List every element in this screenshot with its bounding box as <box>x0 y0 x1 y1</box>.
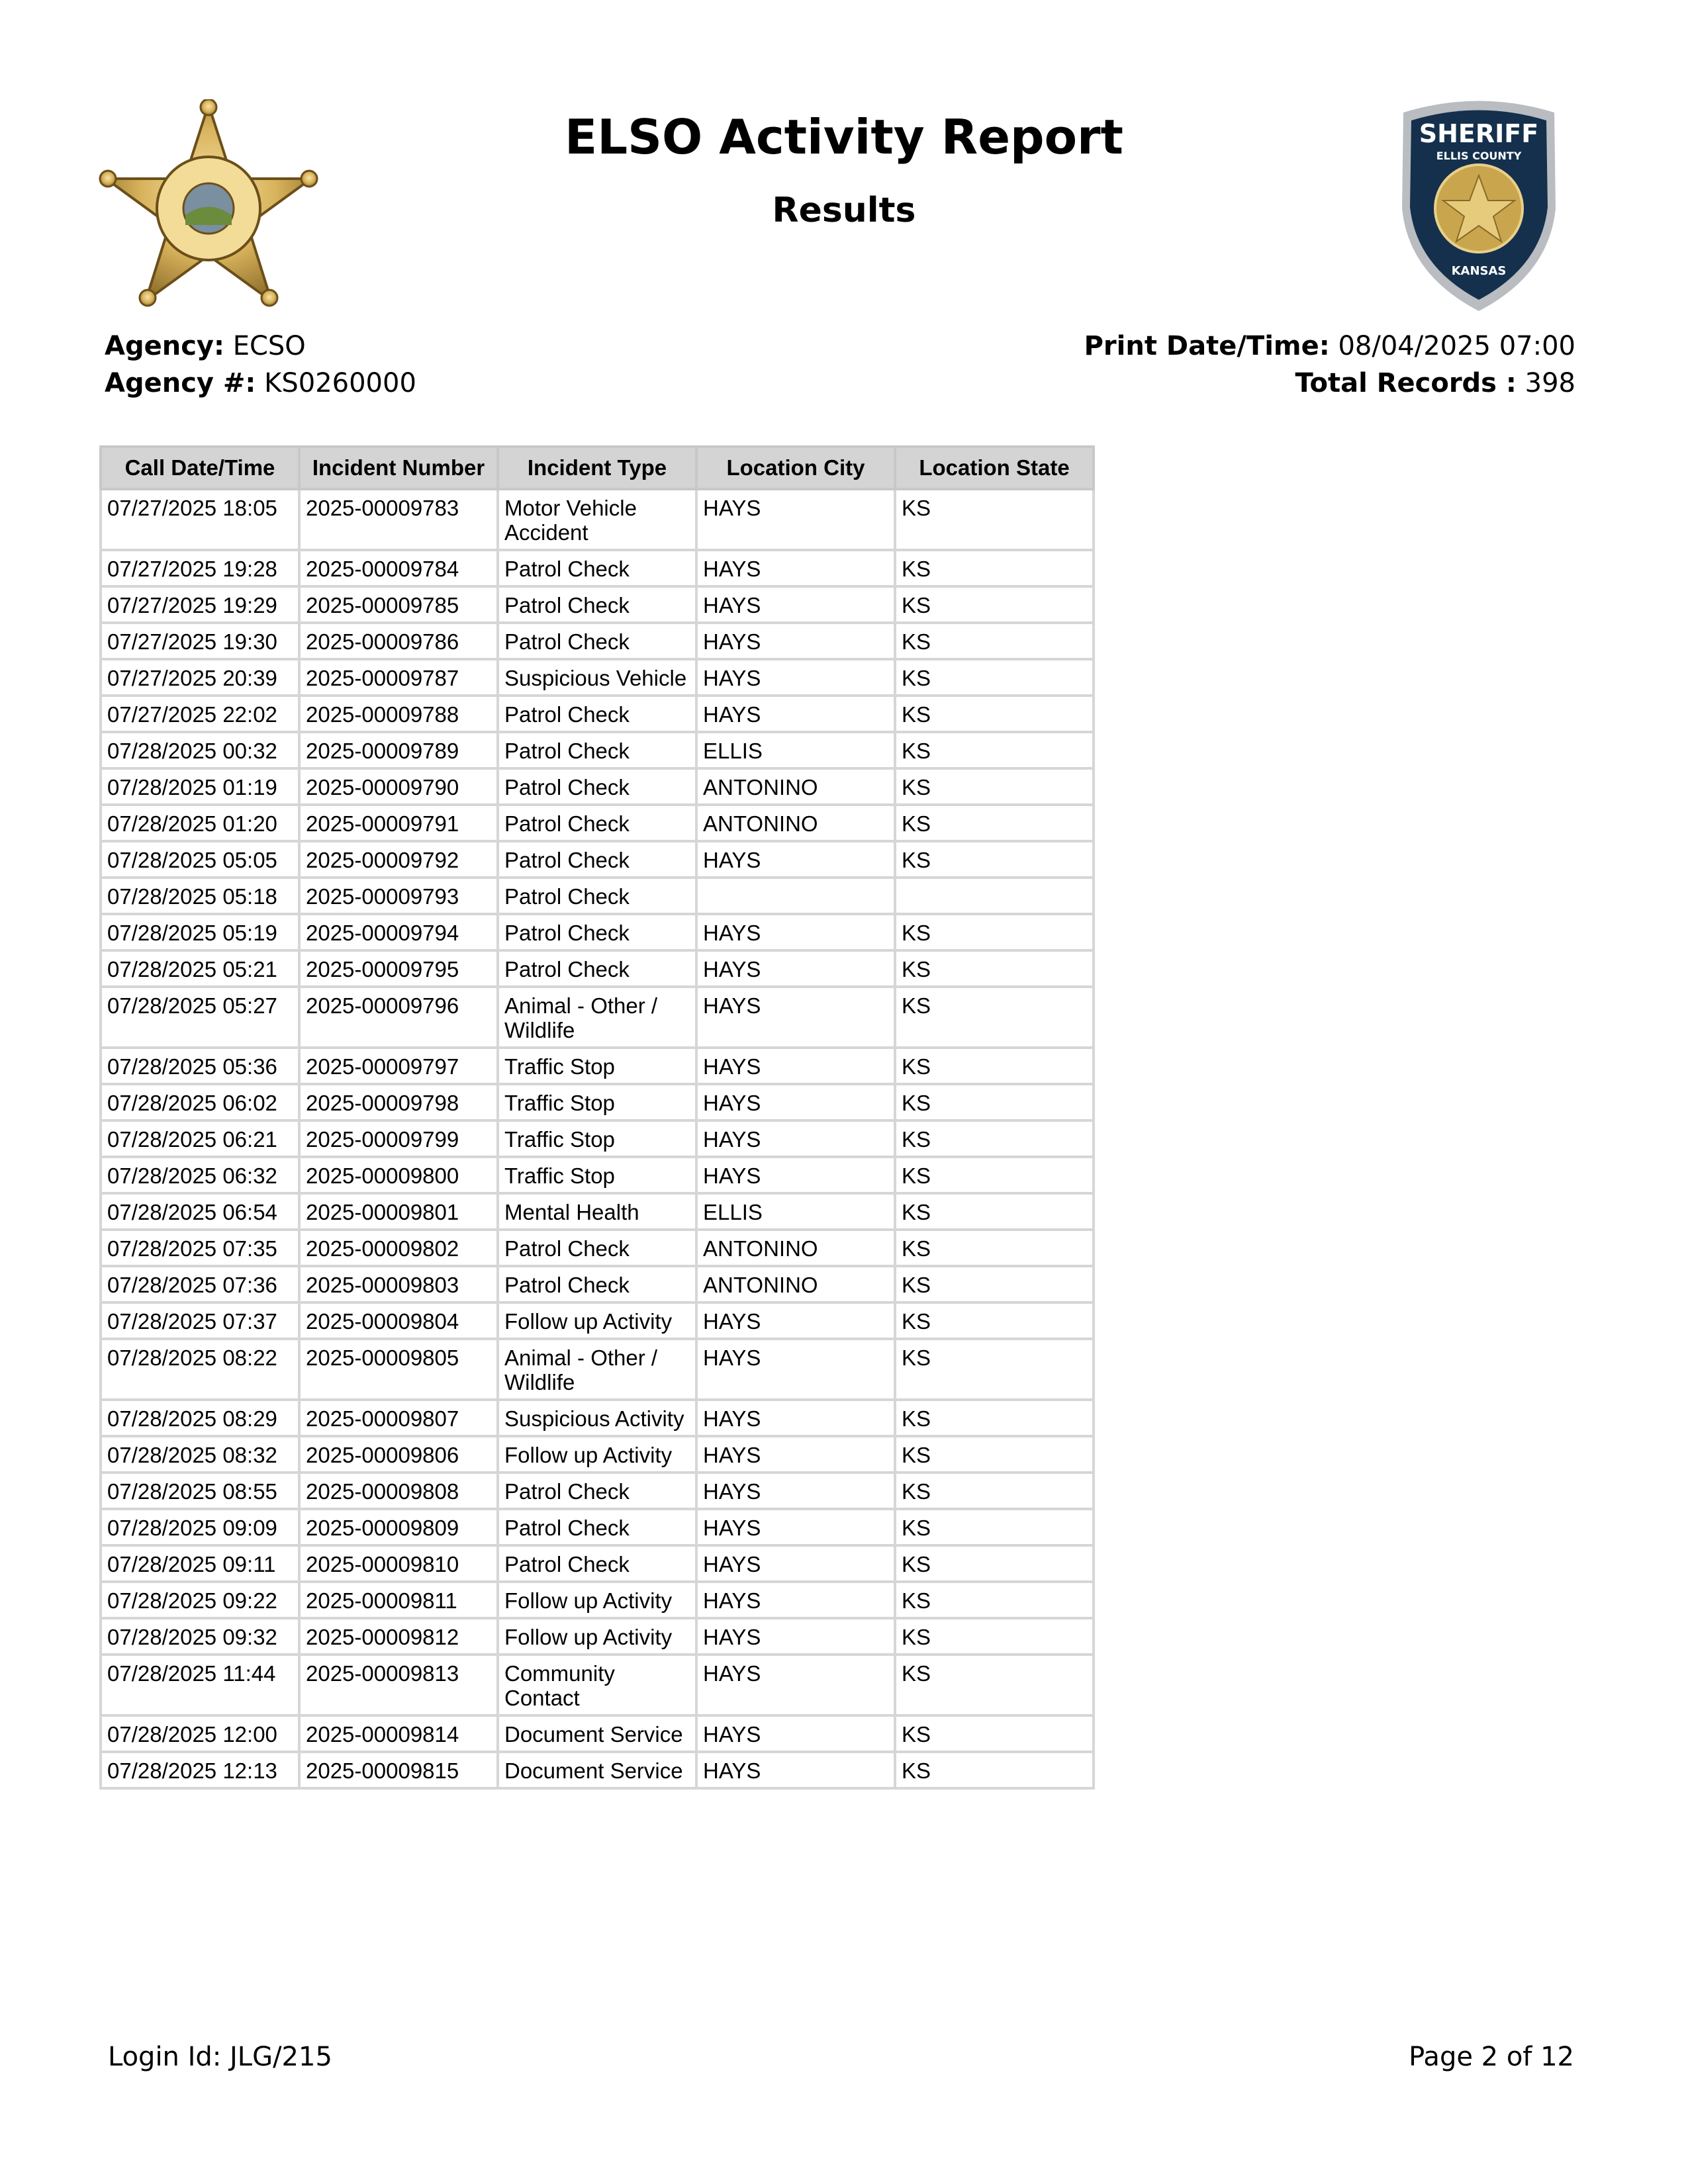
incident-number-cell: 2025-00009786 <box>299 623 498 659</box>
incident-type-cell: Community Contact <box>498 1655 696 1715</box>
column-header: Location State <box>895 447 1094 489</box>
column-header: Location City <box>696 447 895 489</box>
call-datetime-cell: 07/28/2025 00:32 <box>101 732 299 768</box>
location-state-cell: KS <box>895 1157 1094 1193</box>
call-datetime-cell: 07/27/2025 19:28 <box>101 550 299 586</box>
print-datetime-label: Print Date/Time: <box>1084 331 1330 361</box>
incident-type-cell: Traffic Stop <box>498 1048 696 1084</box>
table-row <box>101 987 1094 1048</box>
location-city-cell: HAYS <box>696 1752 895 1788</box>
table-row <box>101 1582 1094 1618</box>
report-subtitle: Results <box>772 191 916 230</box>
incident-type-cell: Patrol Check <box>498 950 696 987</box>
agency-number-label: Agency #: <box>105 368 256 398</box>
location-state-cell: KS <box>895 1436 1094 1473</box>
location-city-cell: HAYS <box>696 1120 895 1157</box>
incident-number-cell: 2025-00009799 <box>299 1120 498 1157</box>
location-city-cell: HAYS <box>696 1302 895 1339</box>
table-row <box>101 1473 1094 1509</box>
table-row <box>101 950 1094 987</box>
incident-type-cell: Suspicious Vehicle <box>498 659 696 696</box>
incident-type-cell: Animal - Other / Wildlife <box>498 1339 696 1400</box>
incident-type-cell: Patrol Check <box>498 878 696 914</box>
call-datetime-cell: 07/27/2025 19:29 <box>101 586 299 623</box>
incident-number-cell: 2025-00009792 <box>299 841 498 878</box>
table-row <box>101 1509 1094 1545</box>
location-city-cell: ELLIS <box>696 732 895 768</box>
call-datetime-cell: 07/28/2025 09:11 <box>101 1545 299 1582</box>
location-city-cell <box>696 878 895 914</box>
incident-number-cell: 2025-00009787 <box>299 659 498 696</box>
table-row <box>101 914 1094 950</box>
call-datetime-cell: 07/28/2025 12:13 <box>101 1752 299 1788</box>
table-row <box>101 1436 1094 1473</box>
incident-number-cell: 2025-00009812 <box>299 1618 498 1655</box>
table-row <box>101 1339 1094 1400</box>
total-records-line <box>1295 368 1576 398</box>
location-state-cell: KS <box>895 1302 1094 1339</box>
svg-text:SHERIFF: SHERIFF <box>1419 119 1539 148</box>
agency-value: ECSO <box>232 331 306 361</box>
incident-type-cell: Suspicious Activity <box>498 1400 696 1436</box>
call-datetime-cell: 07/28/2025 09:32 <box>101 1618 299 1655</box>
activity-table <box>99 445 1095 1790</box>
table-row <box>101 696 1094 732</box>
incident-type-cell: Document Service <box>498 1752 696 1788</box>
location-state-cell: KS <box>895 732 1094 768</box>
location-state-cell: KS <box>895 1339 1094 1400</box>
location-state-cell: KS <box>895 1230 1094 1266</box>
location-state-cell: KS <box>895 586 1094 623</box>
column-header: Call Date/Time <box>101 447 299 489</box>
agency-number-value: KS0260000 <box>264 368 416 398</box>
incident-number-cell: 2025-00009807 <box>299 1400 498 1436</box>
table-row <box>101 586 1094 623</box>
incident-number-cell: 2025-00009805 <box>299 1339 498 1400</box>
call-datetime-cell: 07/28/2025 05:05 <box>101 841 299 878</box>
location-state-cell: KS <box>895 950 1094 987</box>
call-datetime-cell: 07/27/2025 20:39 <box>101 659 299 696</box>
print-datetime-line <box>1084 331 1575 361</box>
incident-number-cell: 2025-00009814 <box>299 1715 498 1752</box>
location-state-cell: KS <box>895 1048 1094 1084</box>
location-city-cell: HAYS <box>696 550 895 586</box>
table-row <box>101 878 1094 914</box>
incident-type-cell: Patrol Check <box>498 1473 696 1509</box>
incident-number-cell: 2025-00009815 <box>299 1752 498 1788</box>
incident-type-cell: Patrol Check <box>498 1230 696 1266</box>
location-state-cell: KS <box>895 1473 1094 1509</box>
location-city-cell: HAYS <box>696 586 895 623</box>
incident-number-cell: 2025-00009790 <box>299 768 498 805</box>
location-city-cell: HAYS <box>696 1715 895 1752</box>
call-datetime-cell: 07/27/2025 18:05 <box>101 489 299 550</box>
incident-number-cell: 2025-00009791 <box>299 805 498 841</box>
table-row <box>101 550 1094 586</box>
incident-type-cell: Traffic Stop <box>498 1084 696 1120</box>
incident-number-cell: 2025-00009789 <box>299 732 498 768</box>
location-state-cell: KS <box>895 1266 1094 1302</box>
table-row <box>101 1618 1094 1655</box>
location-state-cell: KS <box>895 805 1094 841</box>
incident-type-cell: Patrol Check <box>498 623 696 659</box>
total-records-label: Total Records : <box>1295 368 1517 398</box>
location-state-cell: KS <box>895 841 1094 878</box>
incident-number-cell: 2025-00009784 <box>299 550 498 586</box>
location-city-cell: HAYS <box>696 1545 895 1582</box>
incident-type-cell: Follow up Activity <box>498 1302 696 1339</box>
location-city-cell: HAYS <box>696 1157 895 1193</box>
table-row <box>101 768 1094 805</box>
call-datetime-cell: 07/28/2025 05:21 <box>101 950 299 987</box>
incident-number-cell: 2025-00009806 <box>299 1436 498 1473</box>
call-datetime-cell: 07/27/2025 22:02 <box>101 696 299 732</box>
location-city-cell: HAYS <box>696 1618 895 1655</box>
call-datetime-cell: 07/28/2025 09:09 <box>101 1509 299 1545</box>
location-city-cell: HAYS <box>696 1582 895 1618</box>
call-datetime-cell: 07/28/2025 07:35 <box>101 1230 299 1266</box>
table-row <box>101 1193 1094 1230</box>
incident-type-cell: Patrol Check <box>498 1545 696 1582</box>
table-row <box>101 805 1094 841</box>
table-row <box>101 1302 1094 1339</box>
call-datetime-cell: 07/28/2025 08:55 <box>101 1473 299 1509</box>
incident-number-cell: 2025-00009785 <box>299 586 498 623</box>
table-row <box>101 489 1094 550</box>
location-state-cell: KS <box>895 1120 1094 1157</box>
location-city-cell: HAYS <box>696 1084 895 1120</box>
call-datetime-cell: 07/28/2025 06:54 <box>101 1193 299 1230</box>
incident-number-cell: 2025-00009783 <box>299 489 498 550</box>
incident-type-cell: Patrol Check <box>498 1509 696 1545</box>
location-city-cell: ANTONINO <box>696 805 895 841</box>
incident-number-cell: 2025-00009795 <box>299 950 498 987</box>
incident-number-cell: 2025-00009802 <box>299 1230 498 1266</box>
incident-number-cell: 2025-00009798 <box>299 1084 498 1120</box>
incident-type-cell: Patrol Check <box>498 732 696 768</box>
table-row <box>101 1545 1094 1582</box>
location-city-cell: HAYS <box>696 1655 895 1715</box>
table-row <box>101 1230 1094 1266</box>
incident-type-cell: Traffic Stop <box>498 1157 696 1193</box>
incident-number-cell: 2025-00009803 <box>299 1266 498 1302</box>
incident-number-cell: 2025-00009800 <box>299 1157 498 1193</box>
location-city-cell: ANTONINO <box>696 1266 895 1302</box>
call-datetime-cell: 07/28/2025 05:27 <box>101 987 299 1048</box>
incident-type-cell: Patrol Check <box>498 696 696 732</box>
location-city-cell: HAYS <box>696 1509 895 1545</box>
location-state-cell: KS <box>895 1618 1094 1655</box>
call-datetime-cell: 07/28/2025 06:21 <box>101 1120 299 1157</box>
table-row <box>101 623 1094 659</box>
table-row <box>101 841 1094 878</box>
incident-number-cell: 2025-00009804 <box>299 1302 498 1339</box>
location-city-cell: HAYS <box>696 1400 895 1436</box>
location-city-cell: ANTONINO <box>696 768 895 805</box>
incident-type-cell: Patrol Check <box>498 805 696 841</box>
call-datetime-cell: 07/28/2025 09:22 <box>101 1582 299 1618</box>
incident-type-cell: Animal - Other / Wildlife <box>498 987 696 1048</box>
location-city-cell: HAYS <box>696 1048 895 1084</box>
call-datetime-cell: 07/28/2025 07:36 <box>101 1266 299 1302</box>
location-state-cell: KS <box>895 1752 1094 1788</box>
print-datetime-value: 08/04/2025 07:00 <box>1338 331 1575 361</box>
location-city-cell: HAYS <box>696 489 895 550</box>
incident-number-cell: 2025-00009797 <box>299 1048 498 1084</box>
call-datetime-cell: 07/28/2025 08:22 <box>101 1339 299 1400</box>
location-city-cell: HAYS <box>696 696 895 732</box>
location-city-cell: HAYS <box>696 914 895 950</box>
table-row <box>101 732 1094 768</box>
location-city-cell: HAYS <box>696 950 895 987</box>
incident-type-cell: Mental Health <box>498 1193 696 1230</box>
location-state-cell: KS <box>895 1582 1094 1618</box>
location-state-cell: KS <box>895 1084 1094 1120</box>
call-datetime-cell: 07/28/2025 08:29 <box>101 1400 299 1436</box>
column-header: Incident Type <box>498 447 696 489</box>
call-datetime-cell: 07/28/2025 07:37 <box>101 1302 299 1339</box>
location-state-cell: KS <box>895 1509 1094 1545</box>
table-header-row <box>101 447 1094 489</box>
table-row <box>101 1048 1094 1084</box>
incident-number-cell: 2025-00009811 <box>299 1582 498 1618</box>
incident-type-cell: Patrol Check <box>498 586 696 623</box>
incident-number-cell: 2025-00009809 <box>299 1509 498 1545</box>
location-city-cell: ANTONINO <box>696 1230 895 1266</box>
location-state-cell: KS <box>895 1655 1094 1715</box>
login-id: Login Id: JLG/215 <box>108 2042 332 2072</box>
incident-type-cell: Patrol Check <box>498 841 696 878</box>
table-row <box>101 1266 1094 1302</box>
incident-number-cell: 2025-00009808 <box>299 1473 498 1509</box>
incident-type-cell: Patrol Check <box>498 1266 696 1302</box>
incident-type-cell: Patrol Check <box>498 550 696 586</box>
page-number: Page 2 of 12 <box>1409 2042 1574 2072</box>
location-state-cell: KS <box>895 768 1094 805</box>
call-datetime-cell: 07/28/2025 05:36 <box>101 1048 299 1084</box>
location-state-cell <box>895 878 1094 914</box>
call-datetime-cell: 07/28/2025 12:00 <box>101 1715 299 1752</box>
call-datetime-cell: 07/28/2025 11:44 <box>101 1655 299 1715</box>
table-row <box>101 1120 1094 1157</box>
location-state-cell: KS <box>895 659 1094 696</box>
call-datetime-cell: 07/28/2025 05:19 <box>101 914 299 950</box>
call-datetime-cell: 07/28/2025 01:20 <box>101 805 299 841</box>
location-state-cell: KS <box>895 914 1094 950</box>
incident-number-cell: 2025-00009788 <box>299 696 498 732</box>
incident-type-cell: Follow up Activity <box>498 1582 696 1618</box>
incident-type-cell: Traffic Stop <box>498 1120 696 1157</box>
incident-type-cell: Document Service <box>498 1715 696 1752</box>
column-header: Incident Number <box>299 447 498 489</box>
call-datetime-cell: 07/28/2025 06:02 <box>101 1084 299 1120</box>
incident-number-cell: 2025-00009796 <box>299 987 498 1048</box>
location-city-cell: HAYS <box>696 987 895 1048</box>
location-city-cell: ELLIS <box>696 1193 895 1230</box>
svg-text:ELLIS COUNTY: ELLIS COUNTY <box>1436 150 1522 162</box>
call-datetime-cell: 07/28/2025 06:32 <box>101 1157 299 1193</box>
table-row <box>101 1655 1094 1715</box>
location-state-cell: KS <box>895 1715 1094 1752</box>
incident-number-cell: 2025-00009813 <box>299 1655 498 1715</box>
incident-number-cell: 2025-00009810 <box>299 1545 498 1582</box>
agency-label: Agency: <box>105 331 224 361</box>
location-city-cell: HAYS <box>696 1339 895 1400</box>
location-city-cell: HAYS <box>696 659 895 696</box>
location-state-cell: KS <box>895 1193 1094 1230</box>
agency-number-line <box>105 368 416 398</box>
report-title: ELSO Activity Report <box>565 109 1123 165</box>
agency-line <box>105 331 306 361</box>
incident-number-cell: 2025-00009801 <box>299 1193 498 1230</box>
table-row <box>101 1400 1094 1436</box>
location-state-cell: KS <box>895 1400 1094 1436</box>
table-row <box>101 1084 1094 1120</box>
location-city-cell: HAYS <box>696 1436 895 1473</box>
incident-type-cell: Motor Vehicle Accident <box>498 489 696 550</box>
table-row <box>101 659 1094 696</box>
table-row <box>101 1157 1094 1193</box>
call-datetime-cell: 07/27/2025 19:30 <box>101 623 299 659</box>
incident-number-cell: 2025-00009793 <box>299 878 498 914</box>
call-datetime-cell: 07/28/2025 08:32 <box>101 1436 299 1473</box>
call-datetime-cell: 07/28/2025 01:19 <box>101 768 299 805</box>
incident-number-cell: 2025-00009794 <box>299 914 498 950</box>
table-row <box>101 1715 1094 1752</box>
location-city-cell: HAYS <box>696 1473 895 1509</box>
total-records-value: 398 <box>1524 368 1575 398</box>
incident-type-cell: Patrol Check <box>498 768 696 805</box>
location-state-cell: KS <box>895 623 1094 659</box>
location-state-cell: KS <box>895 1545 1094 1582</box>
location-state-cell: KS <box>895 489 1094 550</box>
svg-text:KANSAS: KANSAS <box>1451 264 1507 278</box>
incident-type-cell: Follow up Activity <box>498 1618 696 1655</box>
call-datetime-cell: 07/28/2025 05:18 <box>101 878 299 914</box>
location-state-cell: KS <box>895 696 1094 732</box>
location-state-cell: KS <box>895 987 1094 1048</box>
location-city-cell: HAYS <box>696 841 895 878</box>
location-city-cell: HAYS <box>696 623 895 659</box>
table-row <box>101 1752 1094 1788</box>
incident-type-cell: Follow up Activity <box>498 1436 696 1473</box>
location-state-cell: KS <box>895 550 1094 586</box>
incident-type-cell: Patrol Check <box>498 914 696 950</box>
